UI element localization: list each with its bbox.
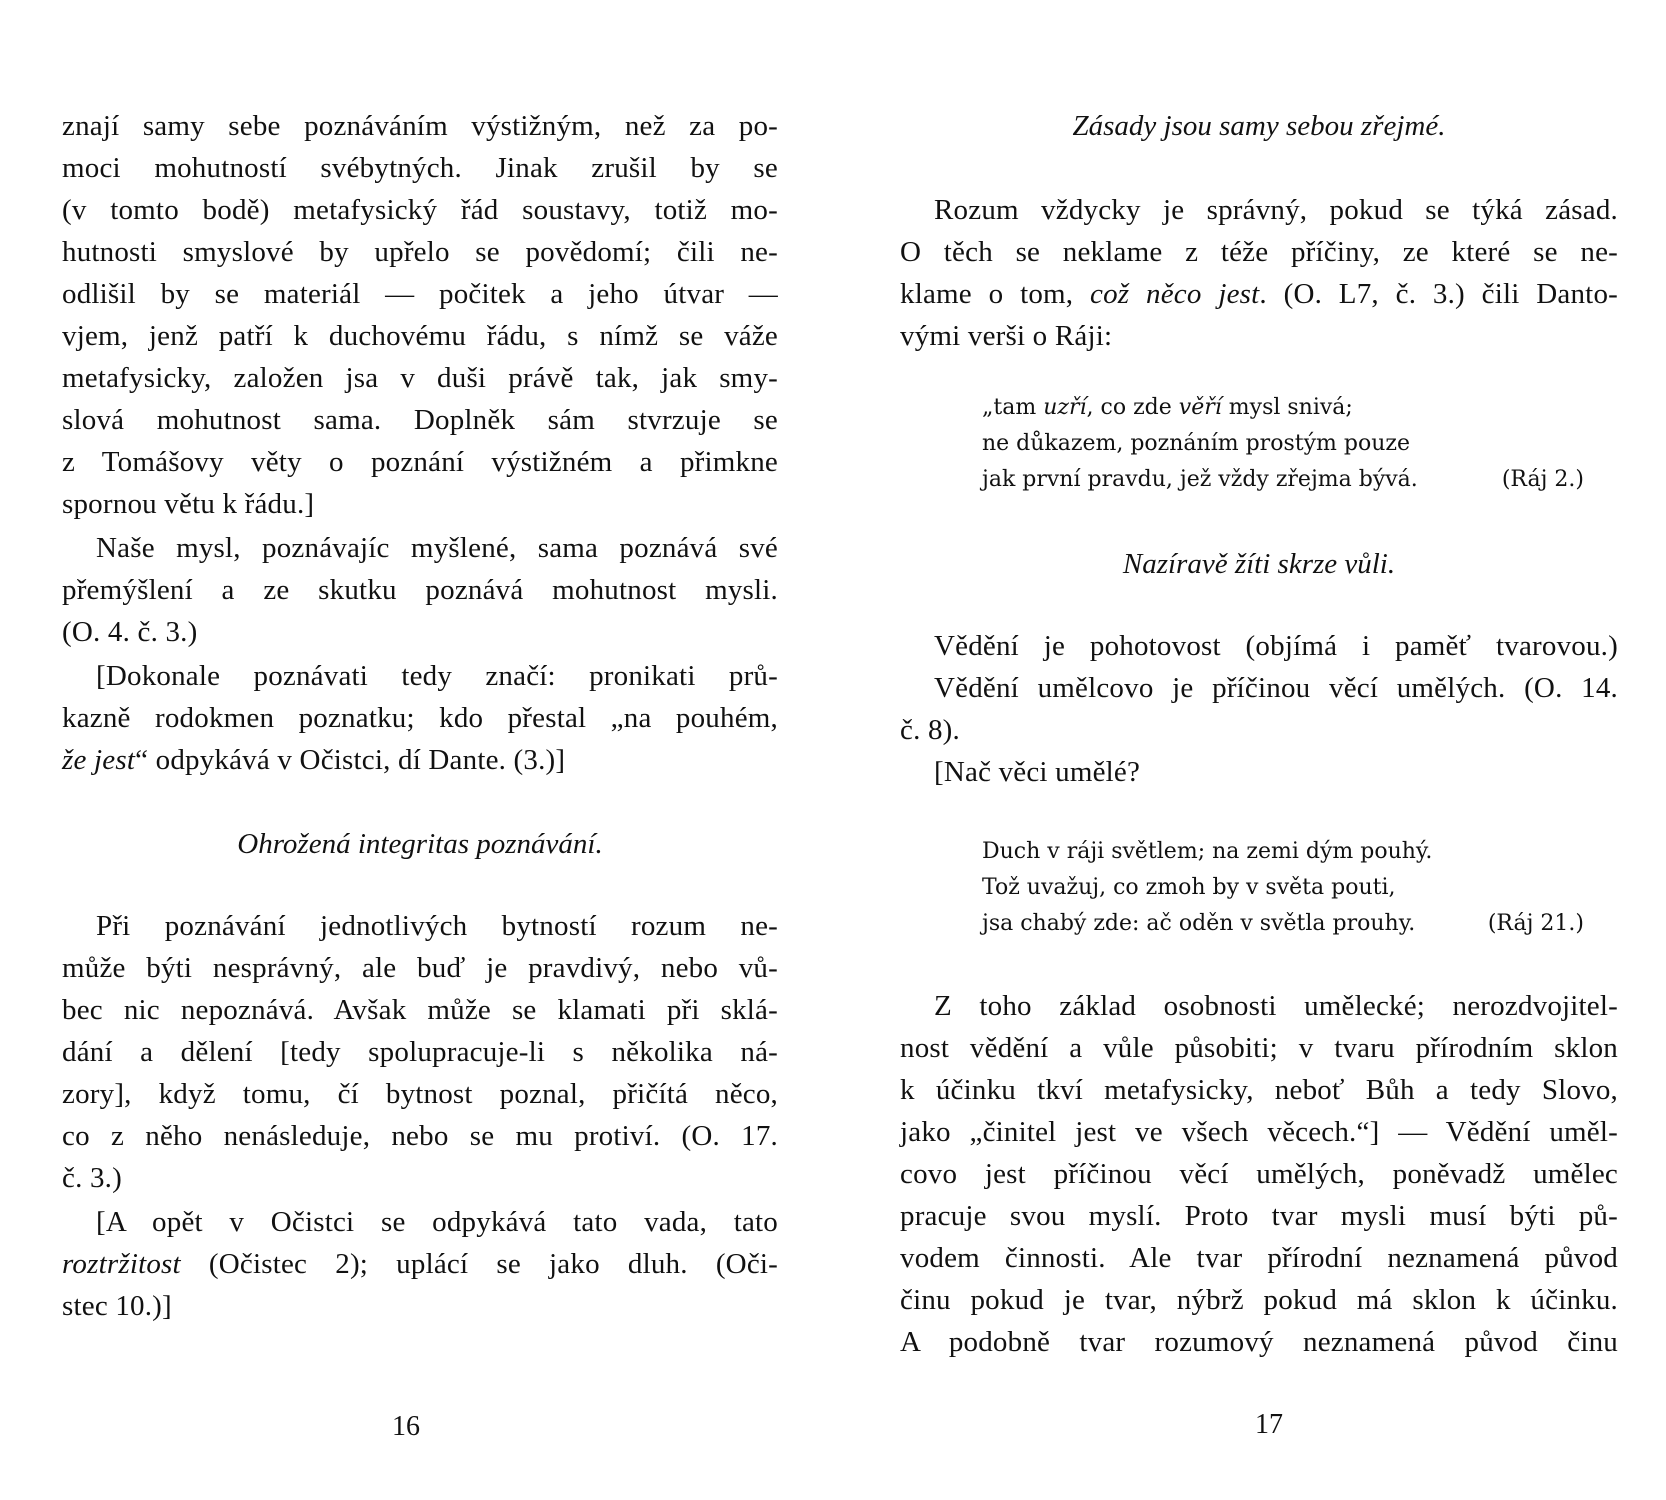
italic-phrase: že jest — [62, 744, 136, 776]
text-line: činu pokud je tvar, nýbrž pokud má sklon k účinku. — [900, 1284, 1618, 1316]
right-page — [900, 0, 1618, 1500]
verse-line: jsa chabý zde: ač oděn v světla prouhy. — [982, 911, 1416, 936]
text-line: O těch se neklame z téže příčiny, ze které se ne- — [900, 236, 1618, 268]
section-heading: Zásady jsou samy sebou zřejmé. — [1072, 110, 1446, 142]
text-line: Rozum vždycky je správný, pokud se týká zásad. — [934, 194, 1618, 226]
text-line: Vědění je pohotovost (objímá i paměť tvarovou.) — [934, 630, 1618, 662]
text-line: odlišil by se materiál — počitek a jeho útvar — — [62, 278, 778, 310]
text-line: (v tomto bodě) metafysický řád soustavy, totiž mo- — [62, 194, 778, 226]
text-line: (O. 4. č. 3.) — [62, 616, 198, 648]
text-line: slová mohutnost sama. Doplněk sám stvrzuje se — [62, 404, 778, 436]
page-number: 16 — [392, 1411, 420, 1442]
text-line: moci mohutností svébytných. Jinak zrušil by se — [62, 152, 778, 184]
text-line: zory], když tomu, čí bytnost poznal, přičítá něco, — [62, 1078, 778, 1110]
italic-phrase: roztržitost — [62, 1248, 181, 1280]
text-line: nost vědění a vůle působiti; v tvaru přírodním sklon — [900, 1032, 1618, 1064]
text-line: Z toho základ osobnosti umělecké; nerozdvojitel- — [934, 990, 1618, 1022]
text-line: č. 8). — [900, 714, 960, 746]
text-line: stec 10.)] — [62, 1290, 172, 1322]
text-line: spornou větu k řádu.] — [62, 488, 315, 520]
text-line: jako „činitel jest ve všech věcech.“] — Vědění uměl- — [900, 1116, 1618, 1148]
text-line: pracuje svou myslí. Proto tvar mysli musí býti pů- — [900, 1200, 1618, 1232]
italic-phrase: což něco jest — [1090, 278, 1260, 310]
text-line: z Tomášovy věty o poznání výstižném a přimkne — [62, 446, 778, 478]
text-line: vjem, jenž patří k duchovému řádu, s nímž se váže — [62, 320, 778, 352]
text-line: [Dokonale poznávati tedy značí: pronikati prů- — [96, 660, 778, 692]
left-page — [62, 0, 778, 1500]
page-number: 17 — [1255, 1409, 1283, 1440]
text-line: kazně rodokmen poznatku; kdo přestal „na pouhém, — [62, 702, 778, 734]
text-line: co z něho nenásleduje, nebo se mu protiví. (O. 17. — [62, 1120, 778, 1152]
text-line: přemýšlení a ze skutku poznává mohutnost mysli. — [62, 574, 778, 606]
verse-reference: (Ráj 21.) — [1487, 911, 1584, 936]
text-line: Při poznávání jednotlivých bytností rozum ne- — [96, 910, 778, 942]
text-line: č. 3.) — [62, 1162, 122, 1194]
text-line: vými verši o Ráji: — [900, 320, 1113, 352]
verse-quote — [982, 834, 1618, 942]
verse-quote — [982, 390, 1618, 498]
text-line: k účinku tkví metafysicky, neboť Bůh a tedy Slovo, — [900, 1074, 1618, 1106]
text-line: dání a dělení [tedy spolupracuje-li s několika ná- — [62, 1036, 778, 1068]
text-line: klame o tom, což něco jest. (O. L7, č. 3.) čili Danto- — [900, 278, 1618, 310]
section-heading: Nazíravě žíti skrze vůli. — [1122, 548, 1396, 580]
text-line: hutnosti smyslové by upřelo se povědomí; čili ne- — [62, 236, 778, 268]
verse-line: ne důkazem, poznáním prostým pouze — [982, 431, 1410, 456]
verse-line: jak první pravdu, jež vždy zřejma bývá. — [982, 467, 1418, 492]
text-line: covo jest příčinou věcí umělých, poněvadž umělec — [900, 1158, 1618, 1190]
text-line: vodem činnosti. Ale tvar přírodní neznamená původ — [900, 1242, 1618, 1274]
verse-reference: (Ráj 2.) — [1501, 467, 1584, 492]
text-line: že jest“ odpykává v Očistci, dí Dante. (3.)] — [62, 744, 566, 776]
text-line: roztržitost (Očistec 2); uplácí se jako dluh. (Oči- — [62, 1248, 778, 1280]
text-line: Naše mysl, poznávajíc myšlené, sama poznává své — [96, 532, 778, 564]
text-line: Vědění umělcovo je příčinou věcí umělých. (O. 14. — [934, 672, 1618, 704]
text-line: [Nač věci umělé? — [934, 756, 1141, 788]
verse-line: Duch v ráji světlem; na zemi dým pouhý. — [982, 839, 1433, 864]
verse-line: „tam uzří, co zde věří mysl snivá; — [982, 395, 1353, 420]
text-line: bec nic nepoznává. Avšak může se klamati při sklá- — [62, 994, 778, 1026]
text-line: znají samy sebe poznáváním výstižným, než za po- — [62, 110, 778, 142]
text-line: A podobně tvar rozumový neznamená původ činu — [900, 1326, 1618, 1358]
verse-line: Tož uvažuj, co zmoh by v světa pouti, — [982, 875, 1396, 900]
section-heading: Ohrožená integritas poznávání. — [237, 828, 603, 860]
text-line: může býti nesprávný, ale buď je pravdivý, nebo vů- — [62, 952, 778, 984]
text-line: metafysicky, založen jsa v duši právě tak, jak smy- — [62, 362, 778, 394]
text-line: [A opět v Očistci se odpykává tato vada, tato — [96, 1206, 778, 1238]
